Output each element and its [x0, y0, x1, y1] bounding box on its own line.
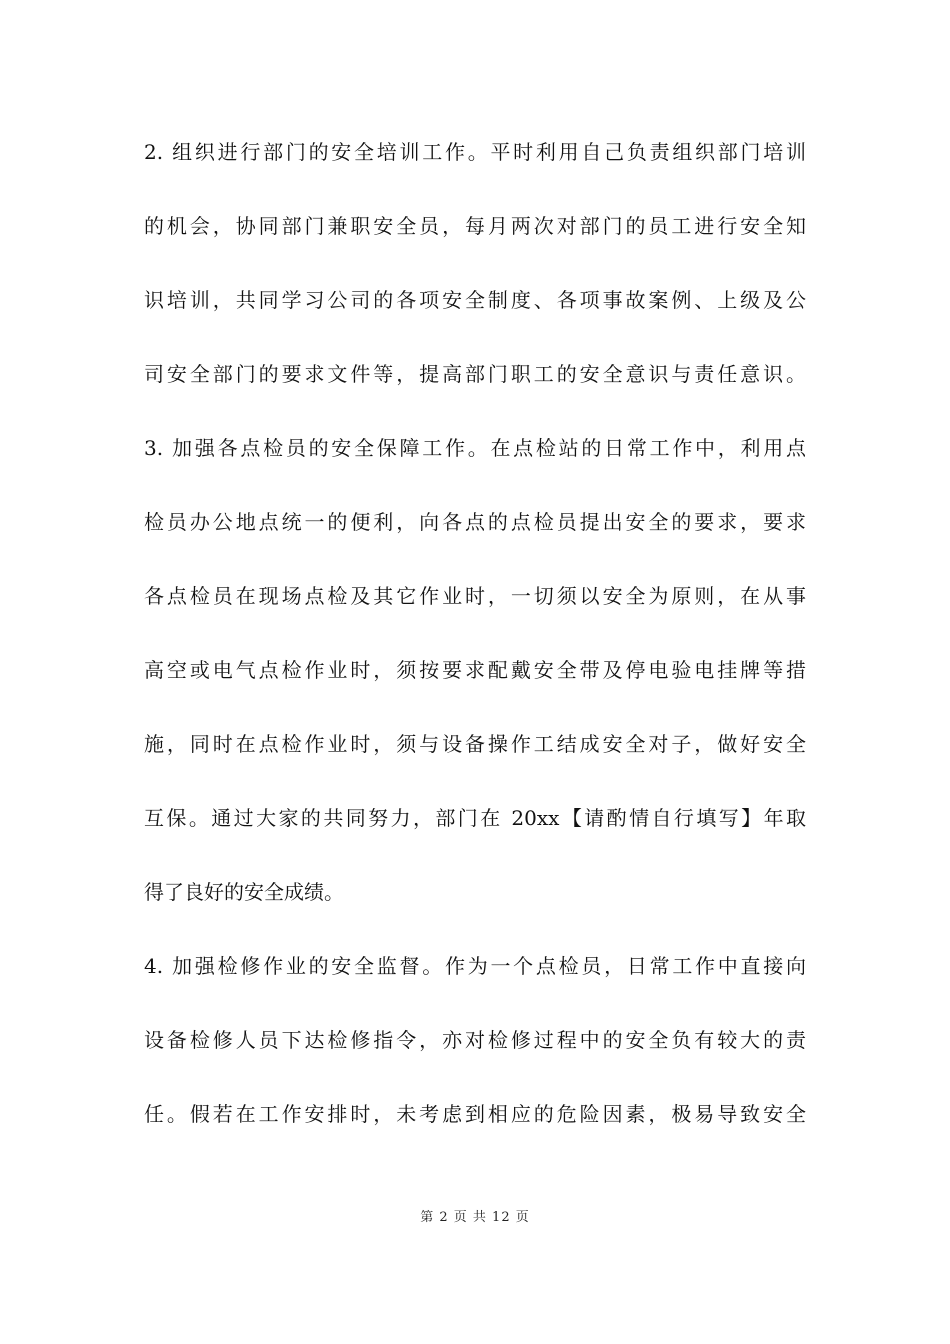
text-line: 4. 加强检修作业的安全监督。作为一个点检员，日常工作中直接向	[144, 954, 806, 978]
text-line: 2. 组织进行部门的安全培训工作。平时利用自己负责组织部门培训	[144, 140, 806, 164]
text-line: 检员办公地点统一的便利，向各点的点检员提出安全的要求，要求	[144, 510, 806, 534]
text-line: 施，同时在点检作业时，须与设备操作工结成安全对子，做好安全	[144, 732, 806, 756]
text-line: 设备检修人员下达检修指令，亦对检修过程中的安全负有较大的责	[144, 1028, 806, 1052]
text-line: 互保。通过大家的共同努力，部门在 20xx【请酌情自行填写】年取	[144, 806, 806, 830]
text-line: 的机会，协同部门兼职安全员，每月两次对部门的员工进行安全知	[144, 214, 806, 238]
text-line: 得了良好的安全成绩。	[144, 880, 344, 904]
text-line: 3. 加强各点检员的安全保障工作。在点检站的日常工作中，利用点	[144, 436, 806, 460]
text-line: 司安全部门的要求文件等，提高部门职工的安全意识与责任意识。	[144, 362, 806, 386]
text-line: 识培训，共同学习公司的各项安全制度、各项事故案例、上级及公	[144, 288, 806, 312]
page-number-footer: 第 2 页 共 12 页	[420, 1210, 530, 1225]
text-line: 高空或电气点检作业时，须按要求配戴安全带及停电验电挂牌等措	[144, 658, 806, 682]
text-line: 各点检员在现场点检及其它作业时，一切须以安全为原则，在从事	[144, 584, 806, 608]
text-line: 任。假若在工作安排时，未考虑到相应的危险因素，极易导致安全	[144, 1102, 806, 1126]
